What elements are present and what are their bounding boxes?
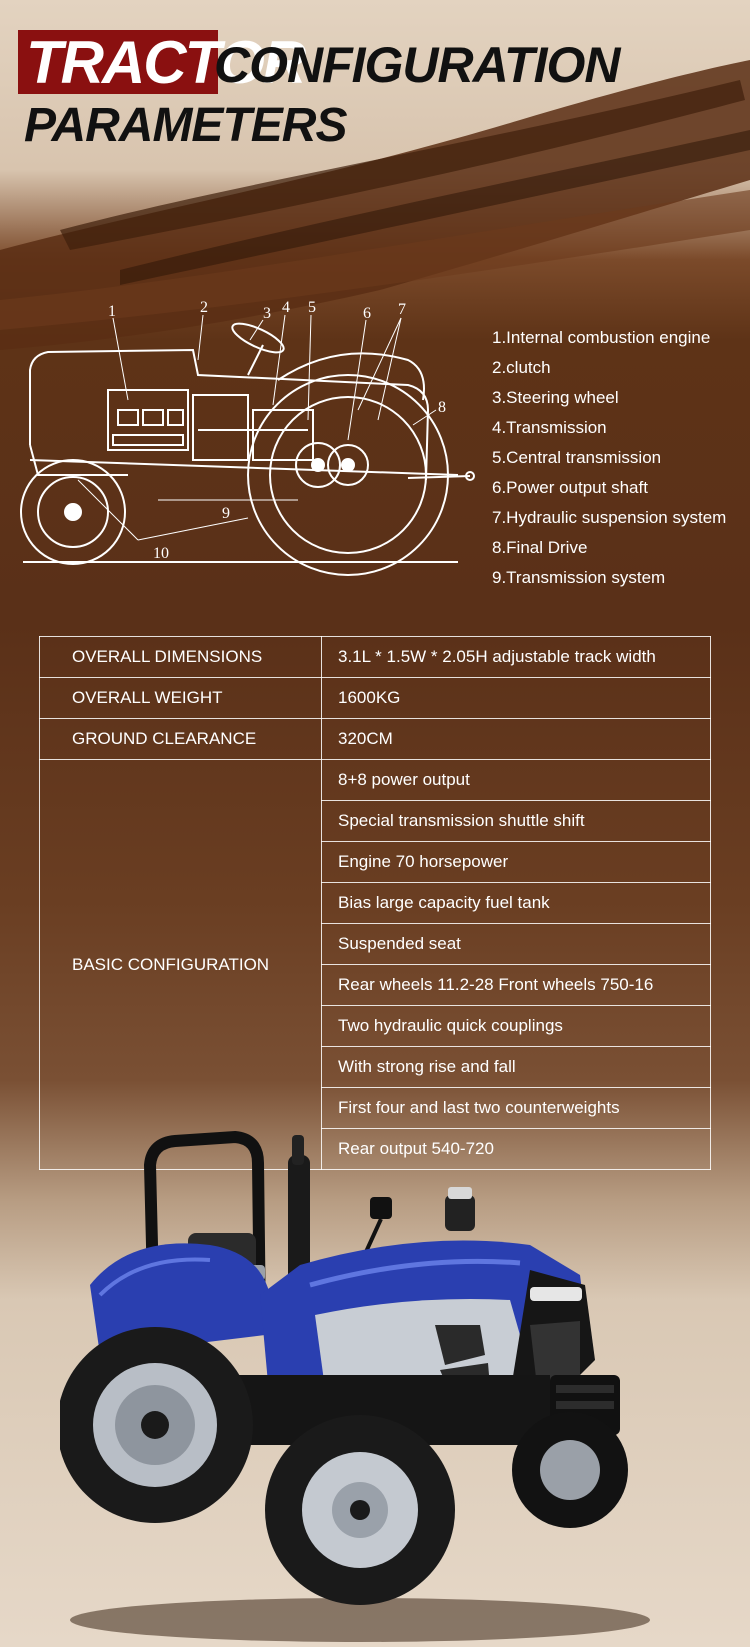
spec-label: BASIC CONFIGURATION bbox=[40, 760, 322, 1170]
spec-value: Rear wheels 11.2-28 Front wheels 750-16 bbox=[322, 965, 711, 1006]
callout-9: 9 bbox=[222, 505, 230, 522]
spec-table bbox=[39, 636, 711, 1170]
page-title bbox=[18, 29, 620, 160]
table-row bbox=[40, 719, 711, 760]
spec-value: First four and last two counterweights bbox=[322, 1088, 711, 1129]
spec-value: With strong rise and fall bbox=[322, 1047, 711, 1088]
title-word-configuration: CONFIGURATION bbox=[214, 37, 620, 93]
tractor-line-diagram bbox=[18, 300, 478, 590]
list-item: 2.clutch bbox=[492, 358, 551, 377]
list-item: 5.Central transmission bbox=[492, 448, 662, 467]
list-item: 6.Power output shaft bbox=[492, 478, 648, 497]
list-item: 9.Transmission system bbox=[492, 568, 666, 587]
list-item: 3.Steering wheel bbox=[492, 388, 619, 407]
parts-legend bbox=[492, 323, 726, 593]
list-item: 7.Hydraulic suspension system bbox=[492, 508, 727, 527]
spec-value: Rear output 540-720 bbox=[322, 1129, 711, 1170]
spec-value: Engine 70 horsepower bbox=[322, 842, 711, 883]
spec-value: 3.1L * 1.5W * 2.05H adjustable track width bbox=[322, 637, 711, 678]
callout-3: 3 bbox=[263, 305, 271, 322]
table-row bbox=[40, 760, 711, 801]
callout-6: 6 bbox=[363, 305, 371, 322]
callout-10: 10 bbox=[153, 545, 169, 562]
callout-2: 2 bbox=[200, 300, 208, 316]
table-row bbox=[40, 637, 711, 678]
list-item: 4.Transmission bbox=[492, 418, 607, 437]
spec-value: Two hydraulic quick couplings bbox=[322, 1006, 711, 1047]
title-word-parameters: PARAMETERS bbox=[24, 99, 347, 152]
list-item: 8.Final Drive bbox=[492, 538, 588, 557]
spec-value: Special transmission shuttle shift bbox=[322, 801, 711, 842]
callout-8: 8 bbox=[438, 399, 446, 416]
spec-value: 1600KG bbox=[322, 678, 711, 719]
spec-value: Bias large capacity fuel tank bbox=[322, 883, 711, 924]
title-word-tractor: TRACTOR bbox=[26, 29, 305, 96]
callout-4: 4 bbox=[282, 300, 290, 316]
spec-label: OVERALL WEIGHT bbox=[40, 678, 322, 719]
tractor-product-image bbox=[60, 1125, 660, 1645]
spec-label: GROUND CLEARANCE bbox=[40, 719, 322, 760]
spec-label: OVERALL DIMENSIONS bbox=[40, 637, 322, 678]
spec-value: Suspended seat bbox=[322, 924, 711, 965]
list-item: 1.Internal combustion engine bbox=[492, 328, 711, 347]
callout-7: 7 bbox=[398, 301, 406, 318]
spec-value: 8+8 power output bbox=[322, 760, 711, 801]
callout-5: 5 bbox=[308, 300, 316, 316]
spec-value: 320CM bbox=[322, 719, 711, 760]
callout-1: 1 bbox=[108, 303, 116, 320]
table-row bbox=[40, 678, 711, 719]
